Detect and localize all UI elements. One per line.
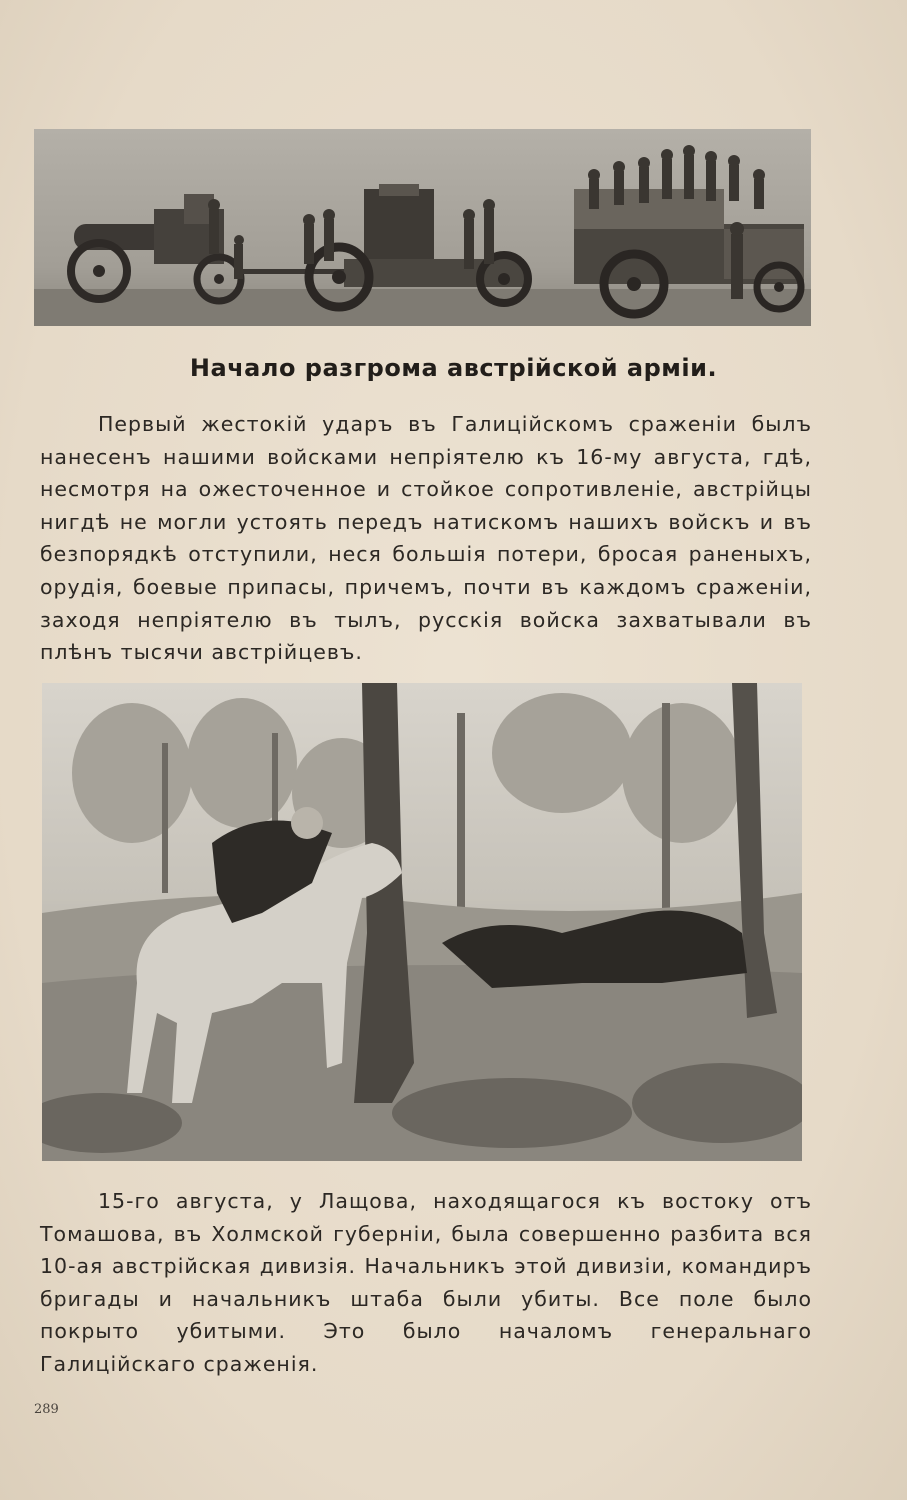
section-heading: Начало разгрома австрiйской армiи. (189, 354, 718, 382)
paragraph-2: 15-го августа, у Лащова, находящагося къ востоку отъ Томашова, въ Холмской губернiи, была совершенно разбита вся 10-ая австрiйская дивизiя. Начальникъ этой дивизiи, командиръ бригады и начальникъ штаба были убиты. Все поле было покрыто убитыми. Это было началомъ генеральнаго Галицiйскаго сраженiя. (40, 1189, 812, 1376)
paragraph-1: Первый жестокiй ударъ въ Галицiйскомъ сраженiи былъ нанесенъ нашими войсками непрiятелю къ 16-му августа, гдѣ, несмотря на ожесточенное и стойкое сопротивленiе, австрiйцы нигдѣ не могли устоять передъ натискомъ нашихъ войскъ и въ безпорядкѣ отступили, неся большiя потери, бросая раненыхъ, орудiя, боевые припасы, причемъ, почти въ каждомъ сраженiи, заходя непрiятелю въ тылъ, русскiя войска захватывали въ плѣнъ тысячи австрiйцевъ. (40, 412, 812, 665)
battlefield-painting (42, 683, 802, 1161)
artillery-train-image (34, 129, 811, 326)
battlefield-painting-image (42, 683, 802, 1161)
page-number: 289 (34, 1402, 59, 1417)
artillery-train-photo (34, 129, 811, 326)
